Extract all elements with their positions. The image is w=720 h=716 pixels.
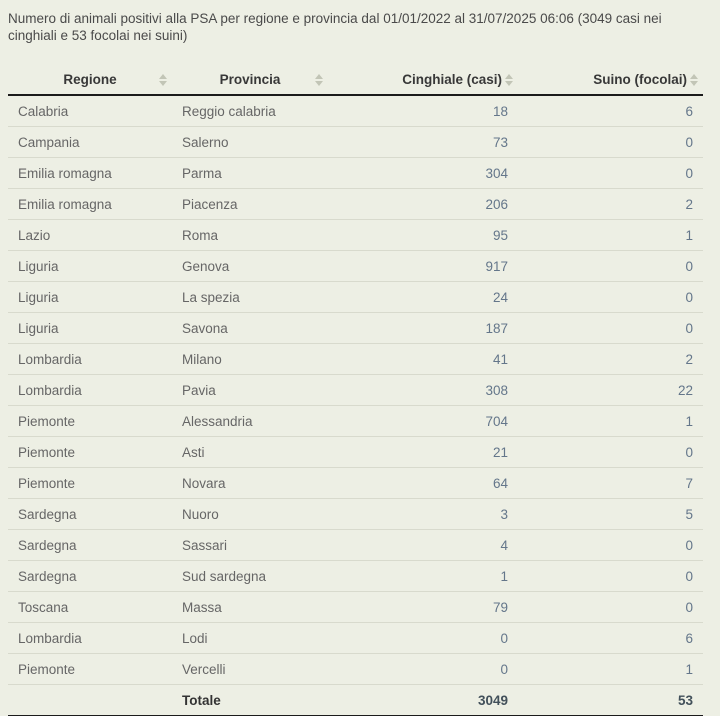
cell-regione: Campania (8, 127, 172, 158)
cell-cinghiale: 41 (328, 344, 518, 375)
table-row (8, 437, 703, 468)
total-label: Totale (172, 685, 328, 716)
cell-suino: 0 (518, 158, 703, 189)
cell-suino: 0 (518, 437, 703, 468)
cell-provincia: Milano (172, 344, 328, 375)
cell-suino: 7 (518, 468, 703, 499)
cell-provincia: Sassari (172, 530, 328, 561)
column-header-regione[interactable] (8, 65, 172, 95)
table-row (8, 654, 703, 685)
cell-regione: Liguria (8, 282, 172, 313)
cell-provincia: Vercelli (172, 654, 328, 685)
cell-regione: Piemonte (8, 468, 172, 499)
cell-suino: 0 (518, 530, 703, 561)
cell-cinghiale: 0 (328, 654, 518, 685)
table-footer (8, 685, 703, 716)
cell-regione: Lombardia (8, 375, 172, 406)
cell-suino: 0 (518, 592, 703, 623)
cell-cinghiale: 187 (328, 313, 518, 344)
table-row (8, 251, 703, 282)
column-header-provincia[interactable] (172, 65, 328, 95)
cell-cinghiale: 18 (328, 95, 518, 127)
cell-cinghiale: 704 (328, 406, 518, 437)
table-row (8, 344, 703, 375)
table-body (8, 95, 703, 685)
cell-cinghiale: 206 (328, 189, 518, 220)
cell-regione: Lazio (8, 220, 172, 251)
table-row (8, 95, 703, 127)
cell-suino: 0 (518, 251, 703, 282)
cell-provincia: Piacenza (172, 189, 328, 220)
table-row (8, 127, 703, 158)
page-title: Numero di animali positivi alla PSA per regione e provincia dal 01/01/2022 al 31/07/2025 06:06 (3049 casi nei cinghiali e 53 focolai nei suini) (8, 11, 662, 43)
cell-suino: 22 (518, 375, 703, 406)
cell-regione: Emilia romagna (8, 189, 172, 220)
cell-provincia: Reggio calabria (172, 95, 328, 127)
table-row (8, 220, 703, 251)
cell-regione: Sardegna (8, 499, 172, 530)
column-header-cinghiale[interactable] (328, 65, 518, 95)
cell-provincia: Sud sardegna (172, 561, 328, 592)
table-row (8, 375, 703, 406)
table-row (8, 282, 703, 313)
table-row (8, 313, 703, 344)
cell-provincia: Massa (172, 592, 328, 623)
table-header-row (8, 65, 703, 95)
column-header-provincia-label: Provincia (219, 72, 281, 87)
table-row (8, 623, 703, 654)
cell-provincia: Novara (172, 468, 328, 499)
cell-regione: Lombardia (8, 344, 172, 375)
cell-cinghiale: 24 (328, 282, 518, 313)
cell-cinghiale: 79 (328, 592, 518, 623)
cell-regione: Piemonte (8, 406, 172, 437)
cell-regione: Piemonte (8, 437, 172, 468)
cell-cinghiale: 917 (328, 251, 518, 282)
cell-suino: 1 (518, 406, 703, 437)
cell-suino: 6 (518, 623, 703, 654)
cell-provincia: Nuoro (172, 499, 328, 530)
table-row (8, 468, 703, 499)
cell-cinghiale: 308 (328, 375, 518, 406)
psa-table (8, 65, 703, 716)
sort-icon[interactable] (504, 74, 513, 86)
cell-cinghiale: 0 (328, 623, 518, 654)
cell-regione: Liguria (8, 251, 172, 282)
cell-regione: Lombardia (8, 623, 172, 654)
table-header (8, 65, 703, 95)
cell-regione: Calabria (8, 95, 172, 127)
cell-cinghiale: 304 (328, 158, 518, 189)
cell-provincia: Lodi (172, 623, 328, 654)
total-row (8, 685, 703, 716)
cell-provincia: La spezia (172, 282, 328, 313)
cell-cinghiale: 21 (328, 437, 518, 468)
cell-regione: Toscana (8, 592, 172, 623)
table-row (8, 158, 703, 189)
sort-icon[interactable] (158, 74, 167, 86)
column-header-cinghiale-label: Cinghiale (casi) (402, 72, 502, 87)
cell-provincia: Pavia (172, 375, 328, 406)
cell-suino: 1 (518, 220, 703, 251)
cell-suino: 0 (518, 313, 703, 344)
column-header-regione-label: Regione (63, 72, 117, 87)
cell-regione: Liguria (8, 313, 172, 344)
cell-cinghiale: 64 (328, 468, 518, 499)
cell-cinghiale: 3 (328, 499, 518, 530)
cell-suino: 2 (518, 344, 703, 375)
cell-regione: Piemonte (8, 654, 172, 685)
sort-icon[interactable] (689, 74, 698, 86)
cell-cinghiale: 4 (328, 530, 518, 561)
cell-cinghiale: 95 (328, 220, 518, 251)
cell-suino: 5 (518, 499, 703, 530)
table-row (8, 530, 703, 561)
cell-cinghiale: 1 (328, 561, 518, 592)
table-row (8, 592, 703, 623)
table-row (8, 499, 703, 530)
cell-provincia: Savona (172, 313, 328, 344)
total-cinghiale-value: 3049 (328, 685, 518, 716)
sort-icon[interactable] (314, 74, 323, 86)
cell-provincia: Genova (172, 251, 328, 282)
cell-suino: 0 (518, 561, 703, 592)
table-row (8, 406, 703, 437)
cell-cinghiale: 73 (328, 127, 518, 158)
cell-provincia: Alessandria (172, 406, 328, 437)
cell-suino: 1 (518, 654, 703, 685)
total-cell-regione-empty (8, 685, 172, 716)
cell-suino: 6 (518, 95, 703, 127)
table-row (8, 561, 703, 592)
cell-provincia: Asti (172, 437, 328, 468)
cell-suino: 0 (518, 127, 703, 158)
cell-regione: Sardegna (8, 530, 172, 561)
table-row (8, 189, 703, 220)
cell-regione: Sardegna (8, 561, 172, 592)
cell-provincia: Roma (172, 220, 328, 251)
cell-regione: Emilia romagna (8, 158, 172, 189)
column-header-suino-label: Suino (focolai) (593, 72, 687, 87)
total-suino-value: 53 (518, 685, 703, 716)
column-header-suino[interactable] (518, 65, 703, 95)
cell-suino: 0 (518, 282, 703, 313)
cell-provincia: Parma (172, 158, 328, 189)
cell-suino: 2 (518, 189, 703, 220)
cell-provincia: Salerno (172, 127, 328, 158)
